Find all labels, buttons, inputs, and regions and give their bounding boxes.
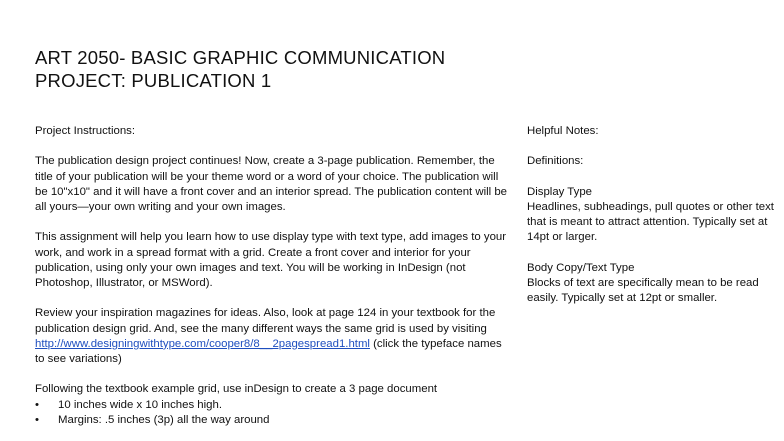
- instructions-paragraph-1: The publication design project continues! Now, create a 3-page publication. Remember, the title of your publication will be your theme word or a word of your choice. The publication will be 10"x10" and it will have a front cover and an interior spread. The publication content will be all yours—your own writing and your own images.: [35, 155, 508, 213]
- body-copy-title: Body Copy/Text Type: [527, 261, 635, 274]
- spec-list: [35, 398, 510, 428]
- list-item: • Margins: .5 inches (3p) all the way around: [35, 413, 510, 428]
- display-type-definition: Headlines, subheadings, pull quotes or other text that is meant to attract attention. Typically set at 14pt or larger.: [527, 200, 774, 244]
- paragraph-3-text: Review your inspiration magazines for ideas. Also, look at page 124 in your textbook for the publication design grid. And, see the many different ways the same grid is used by visiting: [35, 307, 496, 335]
- title-line-1: ART 2050- BASIC GRAPHIC COMMUNICATION: [35, 47, 446, 68]
- title-line-2: PROJECT: PUBLICATION 1: [35, 70, 272, 91]
- helpful-notes-column: [527, 124, 777, 306]
- instructions-paragraph-4: Following the textbook example grid, use inDesign to create a 3 page document: [35, 383, 438, 396]
- notes-heading: Helpful Notes:: [527, 125, 599, 137]
- body-copy-definition: Blocks of text are specifically mean to be read easily. Typically set at 12pt or smaller.: [527, 276, 759, 305]
- designing-with-type-link[interactable]: http://www.designingwithtype.com/cooper8/8__2pagespread1.html: [35, 337, 370, 350]
- paragraph-3-note: (click the typeface names to see variations): [35, 337, 502, 365]
- instructions-paragraph-3: [35, 306, 510, 367]
- document-title: [35, 46, 555, 92]
- instructions-heading: Project Instructions:: [35, 125, 136, 137]
- project-instructions-column: [35, 124, 510, 428]
- list-item: • 10 inches wide x 10 inches high.: [35, 398, 510, 413]
- display-type-title: Display Type: [527, 185, 593, 198]
- definitions-heading: Definitions:: [527, 155, 584, 168]
- instructions-paragraph-2: This assignment will help you learn how to use display type with text type, add images to your work, and work in a spread format with a grid. Create a front cover and interior for your publication, using only your own images and text. You will be working in InDesign (not Photoshop, Illustrator, or MSWord).: [35, 231, 507, 289]
